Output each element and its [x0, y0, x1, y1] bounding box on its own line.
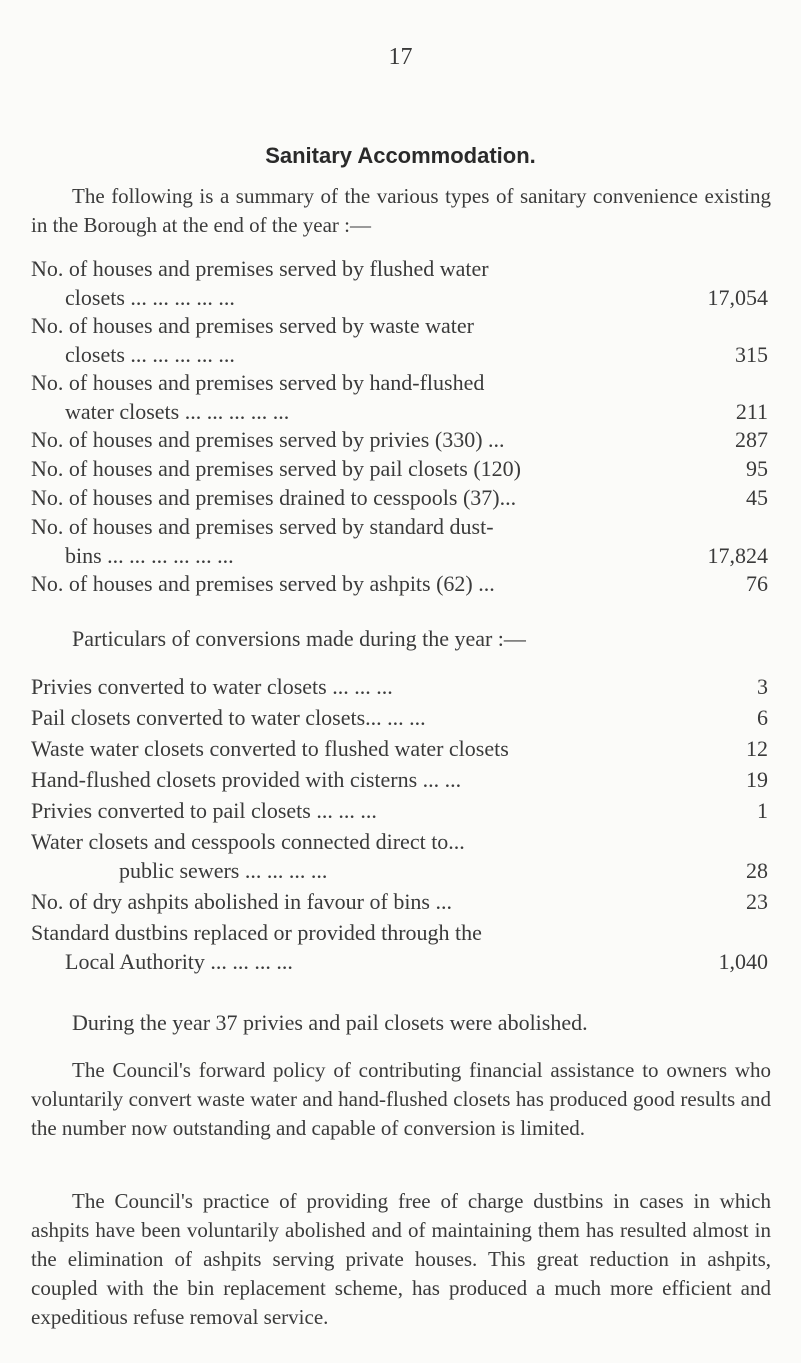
row-value: 19 — [746, 767, 768, 792]
paragraph — [31, 1008, 771, 1037]
conversion-row — [31, 796, 771, 825]
row-label: Privies converted to pail closets ... ... ... — [31, 798, 377, 823]
row-label: Privies converted to water closets ... ... ... — [31, 674, 393, 699]
row-value: 315 — [735, 342, 768, 367]
row-value: 45 — [746, 485, 768, 510]
conversion-row — [31, 827, 771, 885]
summary-row — [31, 254, 771, 312]
paragraph — [31, 1056, 771, 1143]
row-label-cont: public sewers ... ... ... ... — [119, 858, 328, 883]
conversion-row — [31, 703, 771, 732]
row-value: 23 — [746, 889, 768, 914]
row-label-cont: closets ... ... ... ... ... — [65, 342, 235, 367]
row-value: 1,040 — [718, 949, 768, 974]
row-value: 76 — [746, 571, 768, 596]
row-value: 12 — [746, 736, 768, 761]
row-label: Water closets and cesspools connected direct to... — [31, 829, 465, 854]
summary-row — [31, 483, 771, 512]
row-label: No. of houses and premises served by waste water — [31, 313, 474, 338]
page-number: 17 — [388, 44, 413, 70]
conversion-row — [31, 672, 771, 701]
conversion-row — [31, 765, 771, 794]
paragraph — [31, 1187, 771, 1332]
row-label: Waste water closets converted to flushed water closets — [31, 736, 509, 761]
summary-row — [31, 512, 771, 570]
row-value: 28 — [746, 858, 768, 883]
row-label-cont: closets ... ... ... ... ... — [65, 285, 235, 310]
conversions-heading: Particulars of conversions made during the year :— — [72, 626, 526, 651]
paragraph-text: The Council's practice of providing free of charge dustbins in cases in which ashpits have been voluntarily abolished and of maintaining them has resulted almost in the elimination of ashpits serving private houses. This great reduction in ashpits, coupled with the bin replacement scheme, has produced a much more efficient and expeditious refuse removal service. — [31, 1189, 771, 1329]
summary-row — [31, 368, 771, 426]
row-label: Standard dustbins replaced or provided through the — [31, 920, 482, 945]
conversion-row — [31, 734, 771, 763]
row-label: No. of houses and premises served by flushed water — [31, 256, 489, 281]
row-label: Hand-flushed closets provided with cisterns ... ... — [31, 767, 462, 792]
row-label-cont: bins ... ... ... ... ... ... — [65, 543, 234, 568]
row-label-cont: Local Authority ... ... ... ... — [65, 949, 293, 974]
row-value: 6 — [757, 705, 768, 730]
page-title: Sanitary Accommodation. — [265, 143, 536, 168]
row-label: No. of dry ashpits abolished in favour of bins ... — [31, 889, 452, 914]
row-label: Pail closets converted to water closets... ... ... — [31, 705, 426, 730]
summary-row — [31, 311, 771, 369]
row-value: 211 — [735, 399, 768, 424]
row-value: 17,054 — [707, 285, 768, 310]
row-value: 287 — [735, 427, 768, 452]
conversion-row — [31, 887, 771, 916]
intro-text: The following is a summary of the various types of sanitary convenience existing in the Borough at the end of the year :— — [31, 184, 771, 237]
summary-row — [31, 425, 771, 454]
row-value: 1 — [757, 798, 768, 823]
summary-row — [31, 569, 771, 598]
row-value: 95 — [746, 456, 768, 481]
row-label: No. of houses and premises served by pail closets (120) — [31, 456, 522, 481]
row-label-cont: water closets ... ... ... ... ... — [65, 399, 290, 424]
row-label: No. of houses and premises served by privies (330) ... — [31, 427, 505, 452]
row-label: No. of houses and premises served by ashpits (62) ... — [31, 571, 495, 596]
paragraph-text: The Council's forward policy of contributing financial assistance to owners who voluntarily convert waste water and hand-flushed closets has produced good results and the number now outstanding and capable of conversion is limited. — [31, 1058, 771, 1140]
intro-paragraph — [31, 182, 771, 240]
row-label: No. of houses and premises served by hand-flushed — [31, 370, 485, 395]
row-label: No. of houses and premises drained to cesspools (37)... — [31, 485, 517, 510]
row-value: 17,824 — [707, 543, 768, 568]
row-value: 3 — [757, 674, 768, 699]
paragraph-text: During the year 37 privies and pail closets were abolished. — [72, 1010, 588, 1035]
row-label: No. of houses and premises served by standard dust- — [31, 514, 494, 539]
conversion-row — [31, 918, 771, 976]
summary-row — [31, 454, 771, 483]
